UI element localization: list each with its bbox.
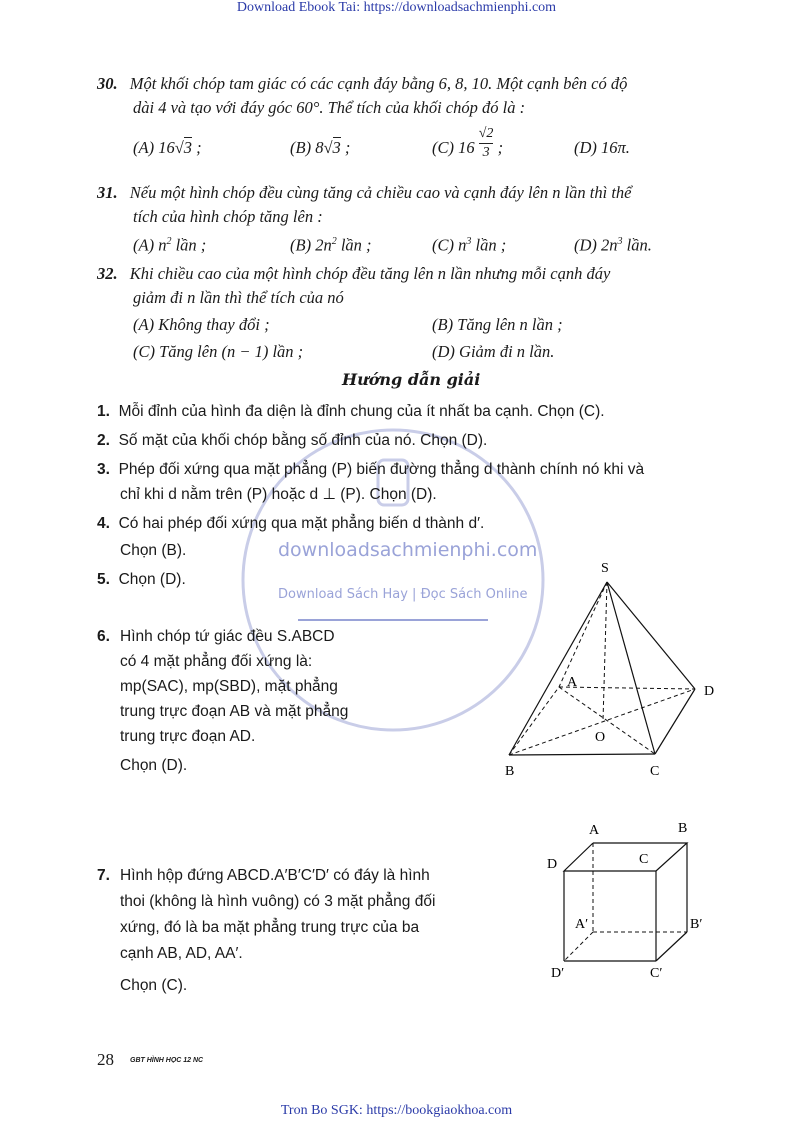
label-d: D bbox=[547, 857, 558, 872]
answer-7-number: 7. bbox=[97, 867, 110, 884]
label-b: B bbox=[678, 821, 688, 836]
label-s: S bbox=[601, 561, 609, 576]
watermark-site: downloadsachmienphi.com bbox=[278, 539, 538, 561]
page-number: 28 bbox=[97, 1050, 114, 1069]
answer-2: 2. Số mặt của khối chóp bằng số đỉnh của nó. Chọn (D). bbox=[97, 432, 488, 449]
book-title: GBT HÌNH HỌC 12 NC bbox=[130, 1057, 204, 1064]
label-a: A bbox=[589, 823, 600, 838]
label-d: D bbox=[704, 684, 715, 699]
prism-diagram bbox=[540, 815, 720, 990]
question-32 bbox=[97, 262, 610, 286]
option-d: (D) $2n^3$ lần. bbox=[574, 235, 652, 255]
download-footer: Tron Bo SGK: https://bookgiaokhoa.com bbox=[280, 1103, 513, 1118]
answer-5: 5. Chọn (D). bbox=[97, 571, 186, 588]
label-c-prime: C′ bbox=[650, 966, 663, 981]
question-number: 31. bbox=[97, 183, 118, 202]
question-text: giảm đi n lần thì thể tích của nó bbox=[133, 288, 344, 307]
label-a-prime: A′ bbox=[575, 917, 589, 932]
option-c: (C) $n^3$ lần ; bbox=[432, 235, 507, 255]
download-header: Download Ebook Tai: https://downloadsachmienphi.com bbox=[236, 0, 557, 15]
answer-1: 1. Mỗi đỉnh của hình đa diện là đỉnh chung của ít nhất ba cạnh. Chọn (C). bbox=[97, 403, 605, 420]
question-31 bbox=[97, 181, 632, 205]
answer-4: 4. Có hai phép đối xứng qua mặt phẳng biến d thành d′. bbox=[97, 515, 485, 532]
answer-6-number: 6. bbox=[97, 628, 110, 645]
label-b: B bbox=[505, 764, 515, 779]
label-d-prime: D′ bbox=[551, 966, 565, 981]
answer-3: 3. Phép đối xứng qua mặt phẳng (P) biến đường thẳng d thành chính nó khi và bbox=[97, 461, 645, 478]
answer-6: Hình chóp tứ giác đều S.ABCD có 4 mặt phẳng đối xứng là: mp(SAC), mp(SBD), mặt phẳng trung trực đoạn AB và mặt phẳng trung trực đoạn AD. Chọn (D). bbox=[120, 628, 349, 774]
question-number: 30. bbox=[97, 74, 118, 93]
watermark-tagline: Download Sách Hay | Đọc Sách Online bbox=[278, 587, 528, 602]
question-number: 32. bbox=[97, 264, 118, 283]
option-c: (C) Tăng lên (n − 1) lần ; bbox=[133, 342, 304, 361]
label-c: C bbox=[639, 852, 649, 867]
option-d: (D) 16π. bbox=[574, 138, 630, 157]
option-b: (B) Tăng lên n lần ; bbox=[432, 315, 563, 334]
option-a: (A) 16√3 ; bbox=[133, 138, 202, 157]
question-text: Một khối chóp tam giác có các cạnh đáy bằng 6, 8, 10. Một cạnh bên có độ bbox=[129, 74, 628, 93]
answer-4-cont: Chọn (B). bbox=[120, 542, 187, 559]
option-b: (B) $2n^2$ lần ; bbox=[290, 235, 372, 255]
question-text: Khi chiều cao của một hình chóp đều tăng lên n lần nhưng mỗi cạnh đáy bbox=[129, 264, 611, 283]
question-text: Nếu một hình chóp đều cùng tăng cả chiều cao và cạnh đáy lên n lần thì thể bbox=[129, 183, 632, 202]
answer-3-cont: chỉ khi d nằm trên (P) hoặc d ⊥ (P). Chọn (D). bbox=[120, 486, 437, 503]
label-o: O bbox=[595, 730, 606, 745]
question-text: dài 4 và tạo với đáy góc 60°. Thể tích của khối chóp đó là : bbox=[133, 98, 526, 117]
label-b-prime: B′ bbox=[690, 917, 703, 932]
question-30 bbox=[97, 72, 627, 96]
option-b: (B) 8√3 ; bbox=[290, 138, 351, 157]
pyramid-diagram bbox=[495, 555, 735, 785]
label-a: A bbox=[567, 675, 578, 690]
question-text: tích của hình chóp tăng lên : bbox=[133, 207, 323, 226]
label-c: C bbox=[650, 764, 660, 779]
option-a: (A) Không thay đổi ; bbox=[133, 315, 270, 334]
option-d: (D) Giảm đi n lần. bbox=[432, 342, 555, 361]
section-title: Hướng dẫn giải bbox=[342, 370, 481, 389]
option-c: (C) 16 $\frac{√2}{3}$ ; bbox=[432, 125, 504, 160]
option-a: (A) $n^2$ lần ; bbox=[133, 235, 207, 255]
answer-7: Hình hộp đứng ABCD.A′B′C′D′ có đáy là hình thoi (không là hình vuông) có 3 mặt phẳng đối xứng, đó là ba mặt phẳng trung trực của ba cạnh AB, AD, AA′. Chọn (C). bbox=[120, 867, 436, 994]
